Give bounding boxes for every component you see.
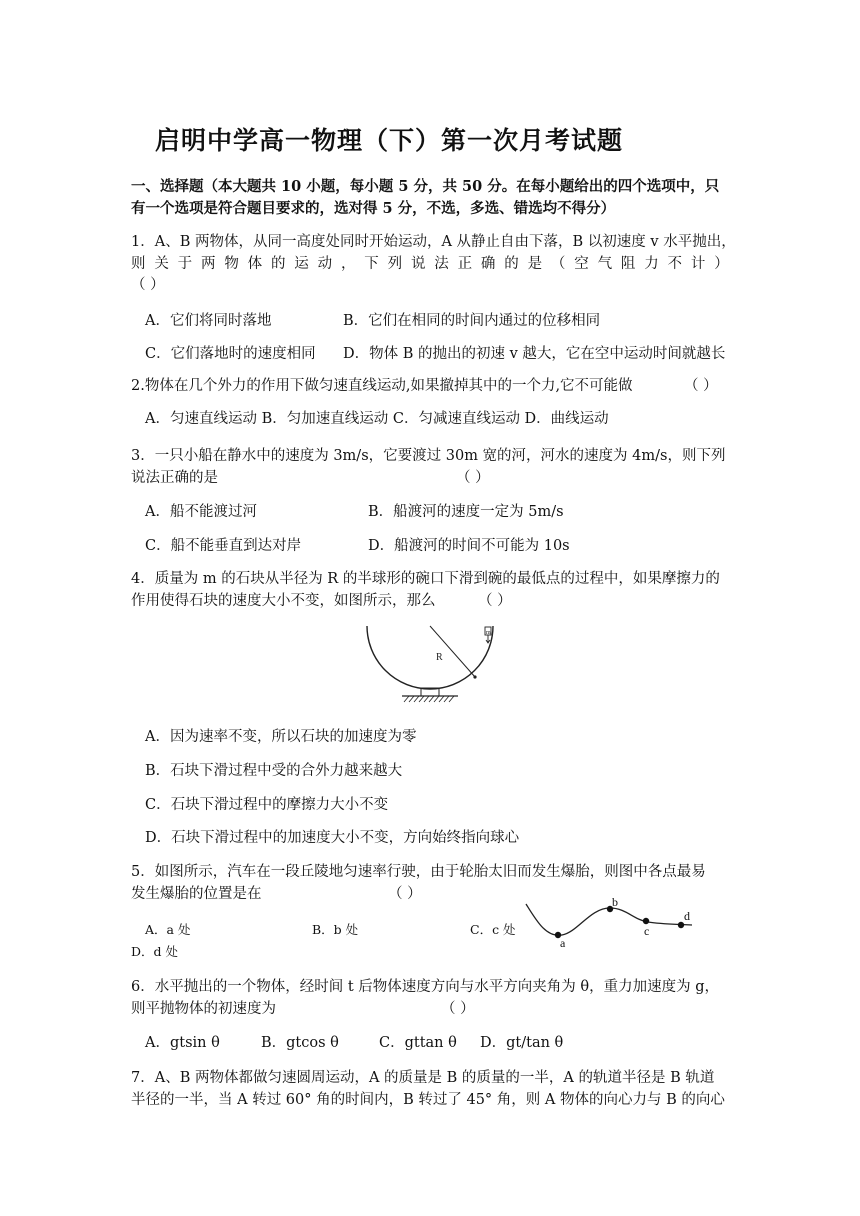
q2-stem: 2.物体在几个外力的作用下做匀速直线运动,如果撤掉其中的一个力,它不可能做 bbox=[131, 378, 633, 394]
q3-stem-line-2: 说法正确的是 bbox=[131, 470, 218, 486]
section-header-line-1: 一、选择题（本大题共 10 小题，每小题 5 分，共 50 分。在每小题给出的四个选项中，只 bbox=[131, 178, 720, 195]
q1-line2-char: 体 bbox=[247, 256, 263, 272]
point-b-label: b bbox=[612, 895, 618, 909]
q6-option-d: D．gt/tan θ bbox=[480, 1035, 564, 1051]
q6-option-a: A．gtsin θ bbox=[145, 1035, 220, 1051]
point-c-label: c bbox=[644, 924, 650, 938]
q3-option-a: A．船不能渡过河 bbox=[145, 504, 257, 520]
q1-line2-char: 空 bbox=[574, 256, 589, 272]
bowl-arc bbox=[367, 626, 493, 689]
q1-option-a: A．它们将同时落地 bbox=[145, 313, 272, 329]
q5-answer-paren: （ ） bbox=[388, 886, 422, 902]
q5-option-c: C．c 处 bbox=[470, 922, 516, 937]
q4-stem-line-2: 作用使得石块的速度大小不变，如图所示，那么 bbox=[131, 593, 436, 609]
q1-line2-char: 运 bbox=[294, 256, 309, 272]
q1-line2-char: 确 bbox=[480, 256, 496, 272]
q3-option-c: C．船不能垂直到达对岸 bbox=[145, 538, 302, 554]
q1-line2-char: 下 bbox=[364, 256, 379, 272]
q1-line2-char: 于 bbox=[177, 256, 193, 272]
q1-line2-char: 法 bbox=[434, 256, 449, 272]
q4-option-a: A．因为速率不变，所以石块的加速度为零 bbox=[145, 729, 417, 745]
q6-answer-paren: （ ） bbox=[441, 1001, 475, 1017]
q1-line2-char: 力 bbox=[644, 256, 659, 272]
q2-options: A．匀速直线运动 B．匀加速直线运动 C．匀减速直线运动 D．曲线运动 bbox=[145, 411, 609, 427]
q7-stem-line-1: 7．A、B 两物体都做匀速圆周运动，A 的质量是 B 的质量的一半，A 的轨道半径是 B 轨道 bbox=[131, 1070, 715, 1086]
q1-option-d: D．物体 B 的抛出的初速 v 越大，它在空中运动时间就越长 bbox=[343, 346, 726, 362]
q5-option-b: B．b 处 bbox=[312, 922, 359, 937]
mass-label: m bbox=[486, 630, 491, 636]
q1-line2-char: 阻 bbox=[620, 256, 636, 272]
q1-line2-char: 正 bbox=[457, 256, 473, 272]
q1-option-b: B．它们在相同的时间内通过的位移相同 bbox=[343, 313, 601, 329]
q1-answer-paren: （ ） bbox=[131, 277, 165, 293]
q1-line2-char: ， bbox=[340, 256, 356, 272]
q6-option-c: C．gttan θ bbox=[379, 1035, 457, 1051]
q4-answer-paren: （ ） bbox=[478, 593, 512, 609]
q1-line2-char: 说 bbox=[410, 256, 426, 272]
q6-stem-line-2: 则平抛物体的初速度为 bbox=[131, 1001, 276, 1017]
q1-stem-line-2 bbox=[131, 254, 729, 274]
q2-answer-paren: （ ） bbox=[684, 378, 718, 394]
q1-option-c: C．它们落地时的速度相同 bbox=[145, 346, 316, 362]
q4-option-d: D．石块下滑过程中的加速度大小不变，方向始终指向球心 bbox=[145, 830, 520, 846]
q5-option-a: A．a 处 bbox=[145, 922, 191, 937]
q1-line2-char: 的 bbox=[270, 256, 286, 272]
q4-option-b: B．石块下滑过程中受的合外力越来越大 bbox=[145, 763, 403, 779]
page-title: 启明中学高一物理（下）第一次月考试题 bbox=[155, 126, 624, 155]
q1-line2-char: （ bbox=[550, 256, 566, 272]
q5-hill-road-figure bbox=[522, 894, 702, 950]
q3-stem-line-1: 3．一只小船在静水中的速度为 3m/s，它要渡过 30m 宽的河，河水的速度为 4m/s，则下列 bbox=[131, 448, 726, 464]
q5-stem-line-1: 5．如图所示，汽车在一段丘陵地匀速率行驶，由于轮胎太旧而发生爆胎，则图中各点最易 bbox=[131, 864, 706, 880]
q6-option-b: B．gtcos θ bbox=[261, 1035, 339, 1051]
q5-stem-line-2: 发生爆胎的位置是在 bbox=[131, 886, 262, 902]
q6-stem-line-1: 6．水平抛出的一个物体，经时间 t 后物体速度方向与水平方向夹角为 θ，重力加速度为 g， bbox=[131, 979, 719, 995]
ground-hatch bbox=[404, 696, 454, 702]
q3-answer-paren: （ ） bbox=[456, 470, 490, 486]
q1-line2-char: 则 bbox=[131, 256, 146, 272]
q1-line2-char: 关 bbox=[154, 256, 169, 272]
q1-line2-char: 列 bbox=[387, 256, 403, 272]
q1-line2-char: 不 bbox=[667, 256, 683, 272]
q4-option-c: C．石块下滑过程中的摩擦力大小不变 bbox=[145, 797, 389, 813]
stone-mark bbox=[473, 675, 476, 678]
point-d-label: d bbox=[684, 909, 690, 923]
radius-label: R bbox=[436, 652, 443, 663]
q1-line2-char: 气 bbox=[597, 256, 613, 272]
q1-line2-char: 是 bbox=[527, 256, 543, 272]
point-a-label: a bbox=[560, 936, 566, 950]
q4-stem-line-1: 4．质量为 m 的石块从半径为 R 的半球形的碗口下滑到碗的最低点的过程中，如果摩擦力的 bbox=[131, 571, 720, 587]
q3-option-b: B．船渡河的速度一定为 5m/s bbox=[368, 504, 564, 520]
q1-line2-char: ） bbox=[714, 256, 729, 272]
q3-option-d: D．船渡河的时间不可能为 10s bbox=[368, 538, 570, 554]
q7-stem-line-2: 半径的一半，当 A 转过 60° 角的时间内，B 转过了 45° 角，则 A 物体的向心力与 B 的向心 bbox=[131, 1092, 725, 1108]
q1-line2-char: 的 bbox=[504, 256, 519, 272]
section-header-line-2: 有一个选项是符合题目要求的，选对得 5 分，不选，多选、错选均不得分） bbox=[131, 200, 616, 217]
q5-option-d: D．d 处 bbox=[131, 944, 178, 959]
q4-bowl-figure bbox=[360, 622, 500, 714]
q1-line2-char: 物 bbox=[224, 256, 239, 272]
q1-line2-char: 两 bbox=[200, 256, 216, 272]
q1-line2-char: 计 bbox=[690, 256, 706, 272]
q1-line2-char: 动 bbox=[317, 256, 333, 272]
q1-stem-line-1: 1．A、B 两物体，从同一高度处同时开始运动，A 从静止自由下落，B 以初速度 v 水平抛出， bbox=[131, 234, 736, 250]
